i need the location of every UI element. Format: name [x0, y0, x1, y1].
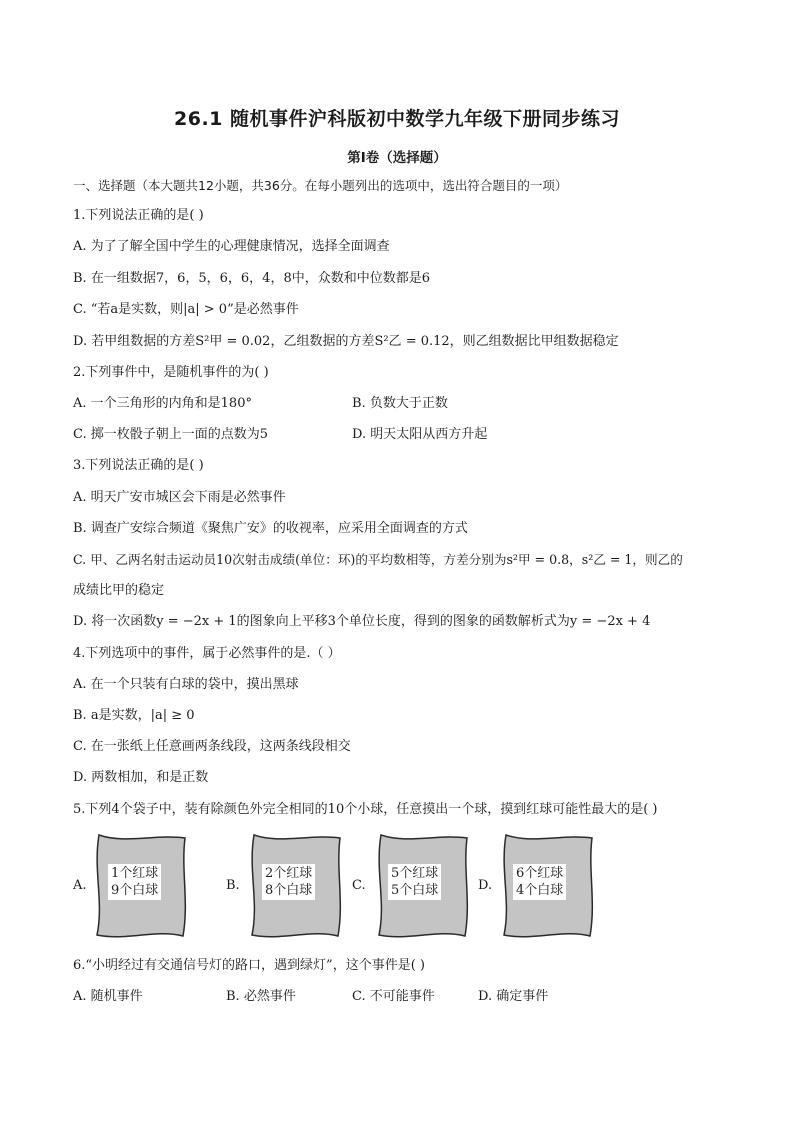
- q4-stem: 4.下列选项中的事件，属于必然事件的是.（ ）: [73, 646, 341, 661]
- q6-stem: 6.“小明经过有交通信号灯的路口，遇到绿灯”，这个事件是( ): [73, 958, 425, 973]
- q2-option-b: B. 负数大于正数: [352, 396, 448, 411]
- q1-option-a: A. 为了了解全国中学生的心理健康情况，选择全面调查: [73, 239, 390, 254]
- q1-option-d: D. 若甲组数据的方差S²甲 = 0.02，乙组数据的方差S²乙 = 0.12，则乙组数据比甲组数据稳定: [73, 334, 619, 349]
- q1-option-c: C. “若a是实数，则|a| > 0”是必然事件: [73, 302, 299, 317]
- bag-d-contents: [513, 864, 566, 900]
- q6-option-a: A. 随机事件: [73, 989, 143, 1004]
- q2-option-d: D. 明天太阳从西方升起: [352, 427, 488, 442]
- bag-d-red-count: 6个红球: [516, 866, 564, 881]
- page-title: 26.1 随机事件沪科版初中数学九年级下册同步练习: [174, 108, 620, 130]
- bag-d-label: D.: [478, 878, 493, 893]
- q4-option-a: A. 在一个只装有白球的袋中，摸出黑球: [73, 677, 299, 692]
- q4-option-b: B. a是实数，|a| ≥ 0: [73, 708, 195, 723]
- q3-option-a: A. 明天广安市城区会下雨是必然事件: [73, 490, 286, 505]
- q6-option-c: C. 不可能事件: [352, 989, 435, 1004]
- q4-option-c: C. 在一张纸上任意画两条线段，这两条线段相交: [73, 739, 351, 754]
- q5-stem: 5.下列4个袋子中，装有除颜色外完全相同的10个小球，任意摸出一个球，摸到红球可能性最大的是( ): [73, 802, 658, 817]
- q3-stem: 3.下列说法正确的是( ): [73, 458, 204, 473]
- q3-option-c-continued: 成绩比甲的稳定: [73, 583, 165, 598]
- bag-b-label: B.: [226, 878, 240, 893]
- bag-b-red-count: 2个红球: [265, 866, 313, 881]
- q6-option-b: B. 必然事件: [226, 989, 296, 1004]
- bag-c-contents: [388, 864, 441, 900]
- bag-a-contents: [108, 864, 161, 900]
- bag-b-white-count: 8个白球: [265, 883, 313, 898]
- q4-option-d: D. 两数相加，和是正数: [73, 770, 209, 785]
- q2-stem: 2.下列事件中，是随机事件的为( ): [73, 365, 269, 380]
- page-subtitle: 第I卷（选择题）: [347, 150, 447, 166]
- q1-stem: 1.下列说法正确的是( ): [73, 208, 204, 223]
- bag-a-white-count: 9个白球: [111, 883, 159, 898]
- bag-a-label: A.: [73, 878, 87, 893]
- q6-option-d: D. 确定事件: [478, 989, 549, 1004]
- q2-option-c: C. 掷一枚骰子朝上一面的点数为5: [73, 427, 269, 442]
- bag-b-contents: [262, 864, 315, 900]
- q3-option-d: D. 将一次函数y = −2x + 1的图象向上平移3个单位长度，得到的图象的函数解析式为y = −2x + 4: [73, 614, 651, 629]
- q3-option-b: B. 调查广安综合频道《聚焦广安》的收视率，应采用全面调查的方式: [73, 521, 468, 536]
- bag-c-red-count: 5个红球: [391, 866, 439, 881]
- section-heading: 一、选择题（本大题共12小题，共36分。在每小题列出的选项中，选出符合题目的一项）: [73, 178, 568, 193]
- q1-option-b: B. 在一组数据7，6，5，6，6，4，8中，众数和中位数都是6: [73, 271, 430, 286]
- bag-c-label: C.: [352, 878, 366, 893]
- q2-option-a: A. 一个三角形的内角和是180°: [73, 396, 252, 411]
- bag-d-white-count: 4个白球: [516, 883, 564, 898]
- q3-option-c: C. 甲、乙两名射击运动员10次射击成绩(单位：环)的平均数相等，方差分别为s²甲 = 0.8，s²乙 = 1，则乙的: [73, 552, 683, 567]
- bag-c-white-count: 5个白球: [391, 883, 439, 898]
- bag-a-red-count: 1个红球: [111, 866, 159, 881]
